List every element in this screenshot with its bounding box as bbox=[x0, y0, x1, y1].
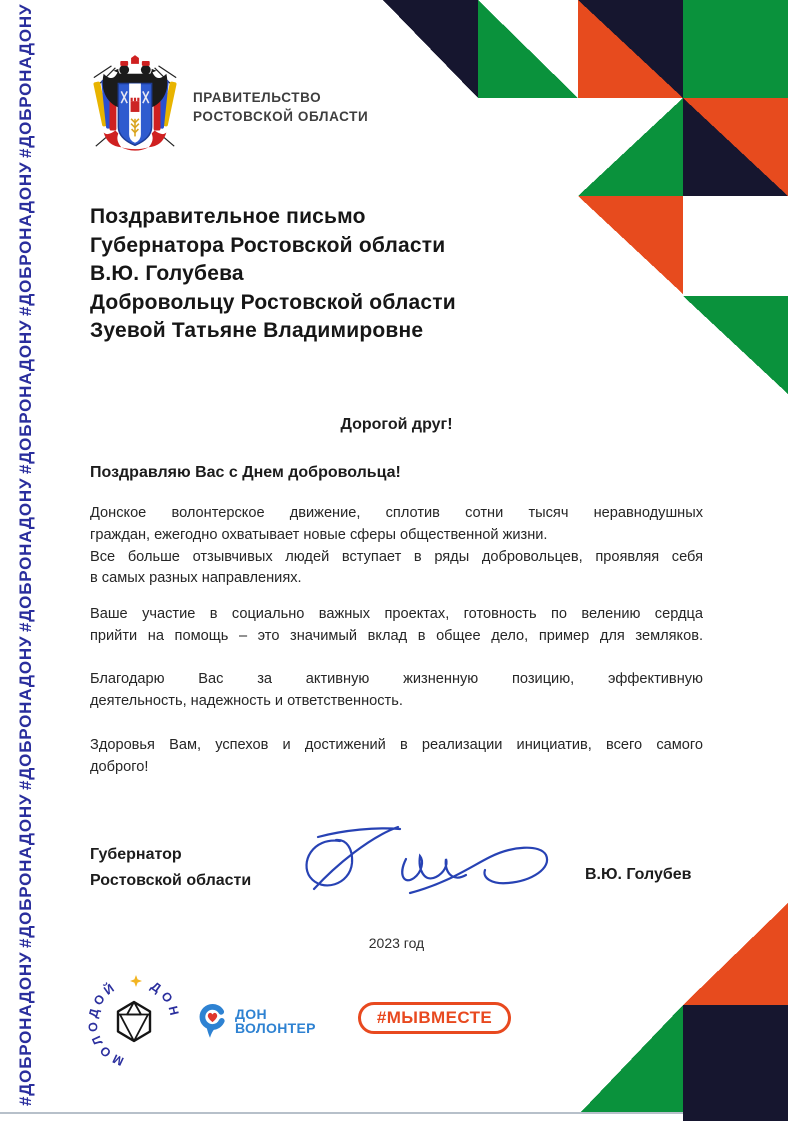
svg-text:ДОН bbox=[148, 979, 182, 1020]
molodoy-don-logo bbox=[86, 974, 182, 1070]
paragraph-line: Благодарю Вас за активную жизненную позицию, эффективную bbox=[90, 671, 703, 687]
government-line1: ПРАВИТЕЛЬСТВО bbox=[193, 90, 322, 105]
signature-scribble bbox=[292, 815, 557, 910]
title-line: Губернатора Ростовской области bbox=[90, 233, 446, 257]
vertical-hashtag: #ДОБРОНАДОНУ bbox=[16, 635, 35, 790]
molodoy-don-text-right: ДОН bbox=[148, 979, 182, 1021]
paragraph-line: в самых разных направлениях. bbox=[90, 570, 302, 587]
signer-title-line: Ростовской области bbox=[90, 872, 252, 889]
vertical-hashtag: #ДОБРОНАДОНУ bbox=[16, 477, 35, 632]
vertical-hashtag: #ДОБРОНАДОНУ bbox=[16, 3, 35, 158]
paragraph-line: деятельность, надежность и ответственность. bbox=[90, 692, 403, 709]
title-line: Добровольцу Ростовской области bbox=[90, 290, 456, 314]
paragraph-3 bbox=[90, 669, 703, 713]
molodoy-don-text-left: МОЛОДОЙ bbox=[86, 979, 126, 1069]
paragraph-1 bbox=[90, 503, 703, 590]
paragraph-line: прийти на помощь – это значимый вклад в общее дело, пример для земляков. bbox=[90, 627, 703, 644]
scan-edge-line bbox=[0, 1112, 683, 1114]
government-line2: РОСТОВСКОЙ ОБЛАСТИ bbox=[193, 109, 369, 124]
star-icon bbox=[130, 975, 142, 987]
year-label: 2023 год bbox=[368, 935, 425, 951]
vertical-hashtag: #ДОБРОНАДОНУ bbox=[16, 793, 35, 948]
vertical-hashtag: #ДОБРОНАДОНУ bbox=[16, 161, 35, 316]
paragraph-line: Ваше участие в социально важных проектах, готовность по велению сердца bbox=[90, 606, 703, 622]
paragraph-line: доброго! bbox=[90, 758, 149, 775]
pin-heart-icon bbox=[197, 1002, 228, 1039]
myvmeste-badge bbox=[358, 1002, 511, 1034]
greeting-line: Поздравляю Вас с Днем добровольца! bbox=[90, 464, 401, 481]
paragraph-line: граждан, ежегодно охватывает новые сферы общественной жизни. bbox=[90, 526, 548, 543]
gem-icon bbox=[118, 1002, 150, 1041]
don-volunteer-line2: ВОЛОНТЕР bbox=[235, 1019, 316, 1036]
government-header bbox=[193, 88, 368, 126]
signer-title-line: Губернатор bbox=[90, 846, 182, 863]
rostov-coat-of-arms-icon bbox=[86, 55, 184, 163]
myvmeste-label: #МЫВМЕСТЕ bbox=[376, 1008, 493, 1027]
don-volunteer-logo bbox=[197, 1002, 316, 1039]
paragraph-line: Донское волонтерское движение, сплотив сотни тысяч неравнодушных bbox=[90, 505, 703, 521]
vertical-hashtag: #ДОБРОНАДОНУ bbox=[16, 319, 35, 474]
title-line: В.Ю. Голубева bbox=[90, 262, 244, 285]
vertical-hashtag: #ДОБРОНАДОНУ bbox=[16, 951, 35, 1106]
paragraph-2 bbox=[90, 604, 703, 648]
letter-title bbox=[90, 203, 456, 346]
paragraph-line: Здоровья Вам, успехов и достижений в реализации инициатив, всего самого bbox=[90, 737, 703, 753]
title-line: Зуевой Татьяне Владимировне bbox=[90, 319, 424, 342]
don-volunteer-line1: ДОН bbox=[235, 1005, 267, 1022]
paragraph-line: Все больше отзывчивых людей вступает в ряды добровольцев, проявляя себя bbox=[90, 548, 703, 565]
paragraph-4 bbox=[90, 735, 703, 779]
title-line: Поздравительное письмо bbox=[90, 205, 366, 228]
signer-name: В.Ю. Голубев bbox=[585, 866, 692, 883]
salutation: Дорогой друг! bbox=[340, 416, 453, 433]
signer-title bbox=[90, 842, 251, 894]
